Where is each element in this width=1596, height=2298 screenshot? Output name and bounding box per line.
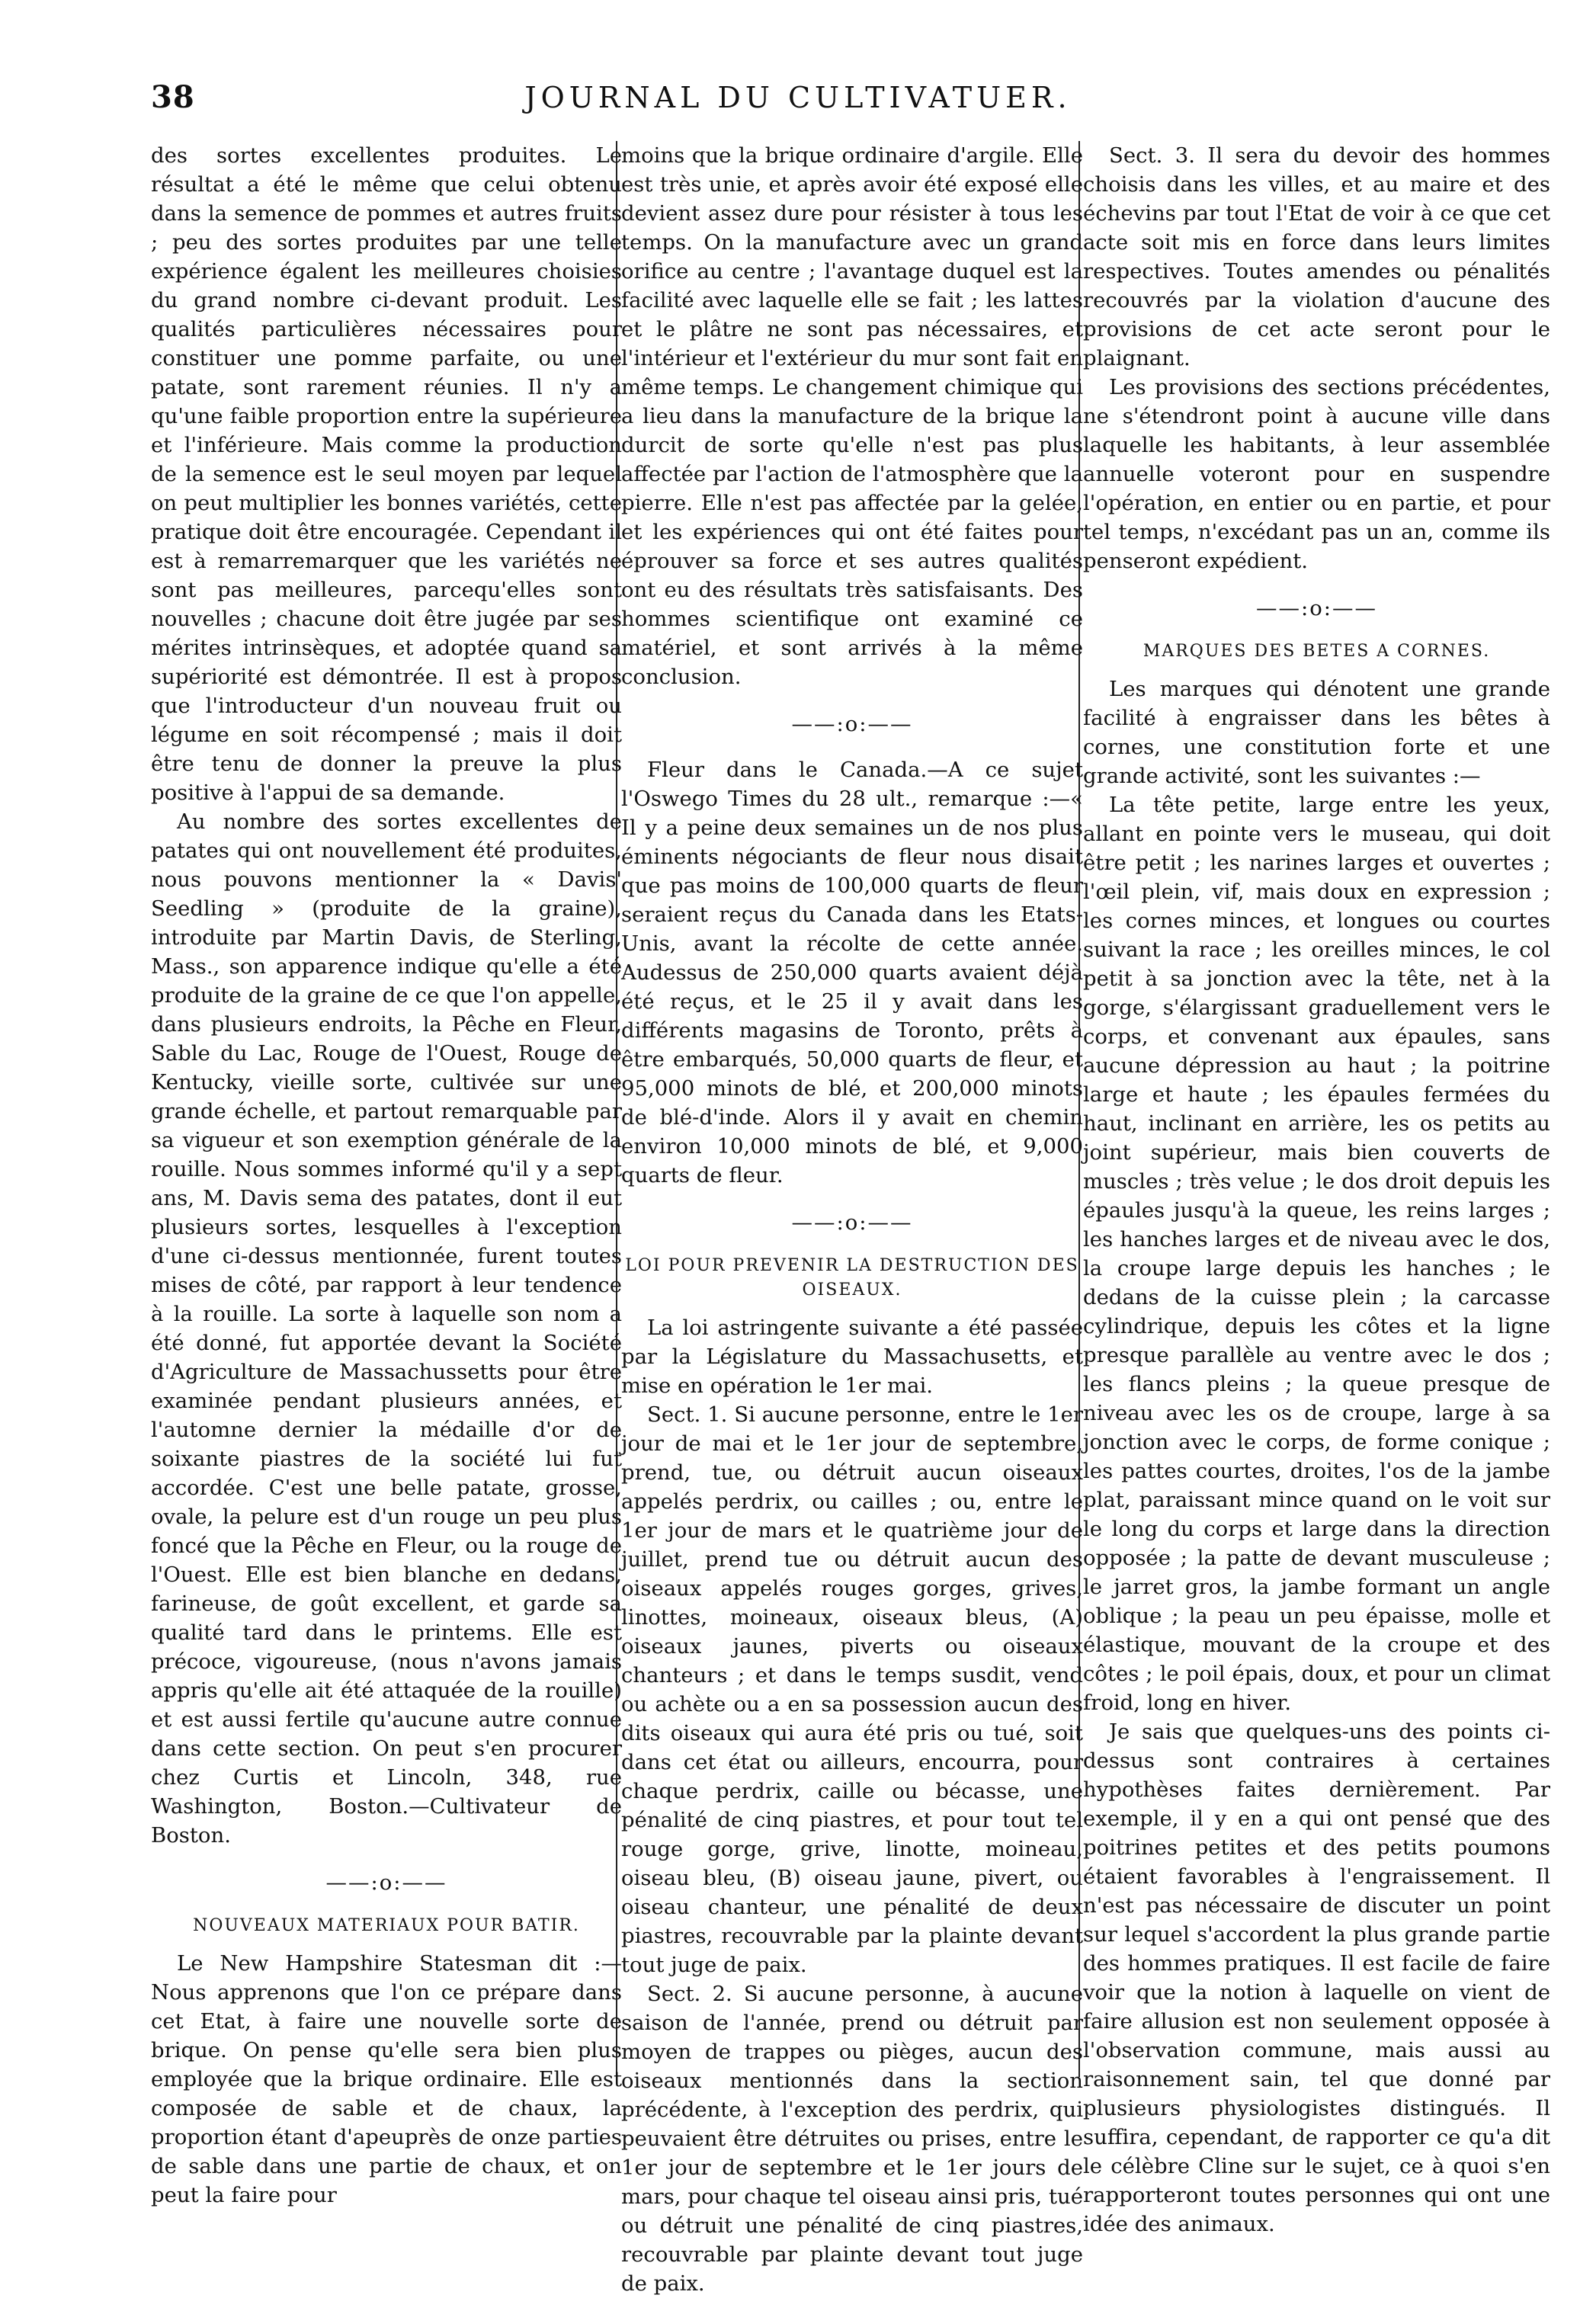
article-paragraph: des sortes excellentes produites. Le résultat a été le même que celui obtenu dans la semence de pommes et autres fruits ; peu des sortes produites par une telle expérience égalent les meilleures choisies du grand nombre ci-devant produit. Les qualités particulières nécessaires pour constituer une pomme parfaite, ou une patate, sont rarement réunies. Il n'y a qu'une faible proportion entre la supérieure et l'inférieure. Mais comme la production de la semence est le seul moyen par lequel on peut multiplier les bonnes variétés, cette pratique doit être encouragée. Cependant il est à remarremarquer que les variétés ne sont pas meilleures, parcequ'elles sont nouvelles ; chacune doit être jugée par ses mérites intrinsèques, et adoptée quand sa supériorité est démontrée. Il est à propos que l'introducteur d'un nouveau fruit ou légume en soit récompensé ; mais il doit être tenu de donner la preuve la plus positive à l'appui de sa demande. — [151, 143, 622, 805]
article-paragraph: Sect. 1. Si aucune personne, entre le 1er jour de mai et le 1er jour de septembre, prend, tue, ou détruit aucun oiseaux appelés perdrix, ou cailles ; ou, entre le 1er jour de mars et le quatrième jour de juillet, prend tue ou détruit aucun des oiseaux appelés rouges gorges, grives, linottes, moineaux, oiseaux bleus, (A) oiseaux jaunes, piverts ou oiseaux chanteurs ; et dans le temps susdit, vend ou achète ou a en sa possession aucun des dits oiseaux qui aura été pris ou tué, soit dans cet état ou ailleurs, encourra, pour chaque perdrix, caille ou bécasse, une pénalité de cinq piastres, et pour tout tel rouge gorge, grive, linotte, moineau, oiseau bleu, (B) oiseau jaune, pivert, ou oiseau chanteur, une pénalité de deux piastres, recouvrable par la plainte devant tout juge de paix. — [621, 1402, 1083, 1977]
column-3 — [1083, 141, 1550, 2236]
article-paragraph: Au nombre des sortes excellentes de patates qui ont nouvellement été produites, nous pouvons mentionner la « Davis' Seedling » (produite de la graine), introduite par Martin Davis, de Sterling, Mass., son apparence indique qu'elle a été produite de la graine de ce que l'on appelle, dans plusieurs endroits, la Pêche en Fleur, Sable du Lac, Rouge de l'Ouest, Rouge de Kentucky, vieille sorte, cultivée sur une grande échelle, et partout remarquable par sa vigueur et son exemption générale de la rouille. Nous sommes informé qu'il y a sept ans, M. Davis sema des patates, dont il eut plusieurs sortes, lesquelles à l'exception d'une ci-dessus mentionnée, furent toutes mises de côté, par rapport à leur tendence à la rouille. La sorte à laquelle son nom a été donné, fut apportée devant la Société d'Agriculture de Massachussetts pour être examinée pendant plusieurs années, et l'automne dernier la médaille d'or de soixante piastres de la société lui fut accordée. C'est une belle patate, grosse, ovale, la pelure est d'un rouge un peu plus foncé que la Pêche en Fleur, ou la rouge de l'Ouest. Elle est bien blanche en dedans, farineuse, de goût excellent, et garde sa qualité tard dans le printems. Elle est précoce, vigoureuse, (nous n'avons jamais appris qu'elle ait été attaquée de la rouille) et est aussi fertile qu'aucune autre connue dans cette section. On peut s'en procurer chez Curtis et Lincoln, 348, rue Washington, Boston.—Cultivateur de Boston. — [151, 809, 622, 1848]
article-paragraph: Le New Hampshire Statesman dit :—Nous apprenons que l'on ce prépare dans cet Etat, à faire une nouvelle sorte de brique. On pense qu'elle sera bien plus employée que la brique ordinaire. Elle est composée de sable et de chaux, la proportion étant d'apeuprès de onze parties de sable dans une partie de chaux, et on peut la faire pour — [151, 1951, 622, 2207]
section-separator: ——:o:—— — [791, 712, 913, 736]
section-heading: NOUVEAUX MATERIAUX POUR BATIR. — [193, 1916, 580, 1935]
article-paragraph: Les provisions des sections précédentes, ne s'étendront point à aucune ville dans laquelle les habitants, à leur assemblée annuelle voteront pour en suspendre l'opération, en entier ou en partie, et pour tel temps, n'excédant pas un an, comme ils penseront expédient. — [1083, 375, 1550, 573]
article-paragraph: Sect. 2. Si aucune personne, à aucune saison de l'année, prend ou détruit par moyen de trappes ou pièges, aucun des oiseaux mentionnés dans la section précédente, à l'exception des perdrix, qui peuvaient être détruites ou prises, entre le 1er jour de septembre et le 1er jours de mars, pour chaque tel oiseau ainsi pris, tué ou détruit une pénalité de cinq piastres, recouvrable par plainte devant tout juge de paix. — [621, 1982, 1083, 2296]
section-heading: LOI POUR PREVENIR LA DESTRUCTION DES OISEAUX. — [625, 1256, 1079, 1300]
journal-title: JOURNAL DU CULTIVATUER. — [524, 81, 1072, 114]
article-paragraph: Fleur dans le Canada.—A ce sujet l'Oswego Times du 28 ult., remarque :—« Il y a peine deux semaines un de nos plus éminents négociants de fleur nous disait que pas moins de 100,000 quarts de fleur seraient reçus du Canada dans les Etats-Unis, avant la récolte de cette année. Audessus de 250,000 quarts avaient déjà été reçus, et le 25 il y avait dans les différents magasins de Toronto, prêts à être embarqués, 50,000 quarts de fleur, et 95,000 minots de blé, et 200,000 minots de blé-d'inde. Alors il y avait en chemin environ 10,000 minots de blé, et 9,000 quarts de fleur. — [621, 758, 1083, 1187]
page-number: 38 — [151, 79, 195, 115]
article-paragraph: moins que la brique ordinaire d'argile. Elle est très unie, et après avoir été exposé elle devient assez dure pour résister à tous les temps. On la manufacture avec un grand orifice au centre ; l'avantage duquel est la facilité avec laquelle elle se fait ; les lattes et le plâtre ne sont pas nécessaires, et l'intérieur et l'extérieur du mur sont fait en même temps. Le changement chimique qui a lieu dans la manufacture de la brique la durcit de sorte qu'elle n'est pas plus affectée par l'action de l'atmosphère que la pierre. Elle n'est pas affectée par la gelée, et les expériences qui ont été faites pour éprouver sa force et ses autres qualités ont eu des résultats très satisfaisants. Des hommes scientifique ont examiné ce matériel, et sont arrivés à la même conclusion. — [621, 143, 1083, 689]
section-heading: MARQUES DES BETES A CORNES. — [1143, 642, 1491, 661]
article-paragraph: La tête petite, large entre les yeux, allant en pointe vers le museau, qui doit être petit ; les narines larges et ouvertes ; l'œil plein, vif, mais doux en expression ; les cornes minces, et longues ou courtes suivant la race ; les oreilles minces, le col petit à sa jonction avec la tête, net à la gorge, s'élargissant graduellement vers le corps, et convenant aux épaules, sans aucune dépression au haut ; la poitrine large et haute ; les épaules fermées du haut, inclinant en arrière, les os petits au joint supérieur, mais bien couverts de muscles ; très velue ; le dos droit depuis les épaules jusqu'à la queue, les reins larges ; les hanches larges et de niveau avec le dos, la croupe large depuis les hanches ; le dedans de la cuisse plein ; la carcasse cylindrique, depuis les côtes et la ligne presque parallèle au ventre avec le dos ; les flancs pleins ; la queue presque de niveau avec les os de croupe, large à sa jonction avec le corps, de forme conique ; les pattes courtes, droites, l'os de la jambe plat, paraissant mince quand on le voit sur le long du corps et large dans la direction opposée ; la patte de devant musculeuse ; le jarret gros, la jambe formant un angle oblique ; la peau un peu épaisse, molle et élastique, mouvant de la croupe et des côtes ; le poil épais, doux, et pour un climat froid, long en hiver. — [1083, 793, 1550, 1715]
article-paragraph: La loi astringente suivante a été passée par la Législature du Massachusetts, et mise en opération le 1er mai. — [621, 1316, 1083, 1398]
article-paragraph: Les marques qui dénotent une grande facilité à engraisser dans les bêtes à cornes, une constitution forte et une grande activité, sont les suivantes :— — [1083, 677, 1550, 788]
column-2 — [621, 141, 1083, 2296]
column-1 — [151, 141, 622, 2207]
section-separator: ——:o:—— — [1255, 596, 1378, 620]
article-paragraph: Je sais que quelques-uns des points ci-dessus sont contraires à certaines hypothèses faites dernièrement. Par exemple, il y en a qui ont pensé que des poitrines petites et des petits poumons étaient favorables à l'engraissement. Il n'est pas nécessaire de discuter un point sur lequel s'accordent la plus grande partie des hommes pratiques. Il est facile de faire voir que la notion à laquelle on vient de faire allusion est non seulement opposée à l'observation commune, mais aussi au raisonnement sain, tel que donné par plusieurs physiologistes distingués. Il suffira, cependant, de rapporter ce qu'a dit le célèbre Cline sur le sujet, ce à quoi s'en rapporteront toutes personnes qui ont une idée des animaux. — [1083, 1719, 1550, 2236]
section-separator: ——:o:—— — [325, 1870, 447, 1895]
article-paragraph: Sect. 3. Il sera du devoir des hommes choisis dans les villes, et au maire et des échevins par tout l'Etat de voir à ce que cet acte soit mis en force dans leurs limites respectives. Toutes amendes ou pénalités recouvrés par la violation d'aucune des provisions de cet acte seront pour le plaignant. — [1083, 143, 1550, 370]
section-separator: ——:o:—— — [791, 1210, 913, 1235]
